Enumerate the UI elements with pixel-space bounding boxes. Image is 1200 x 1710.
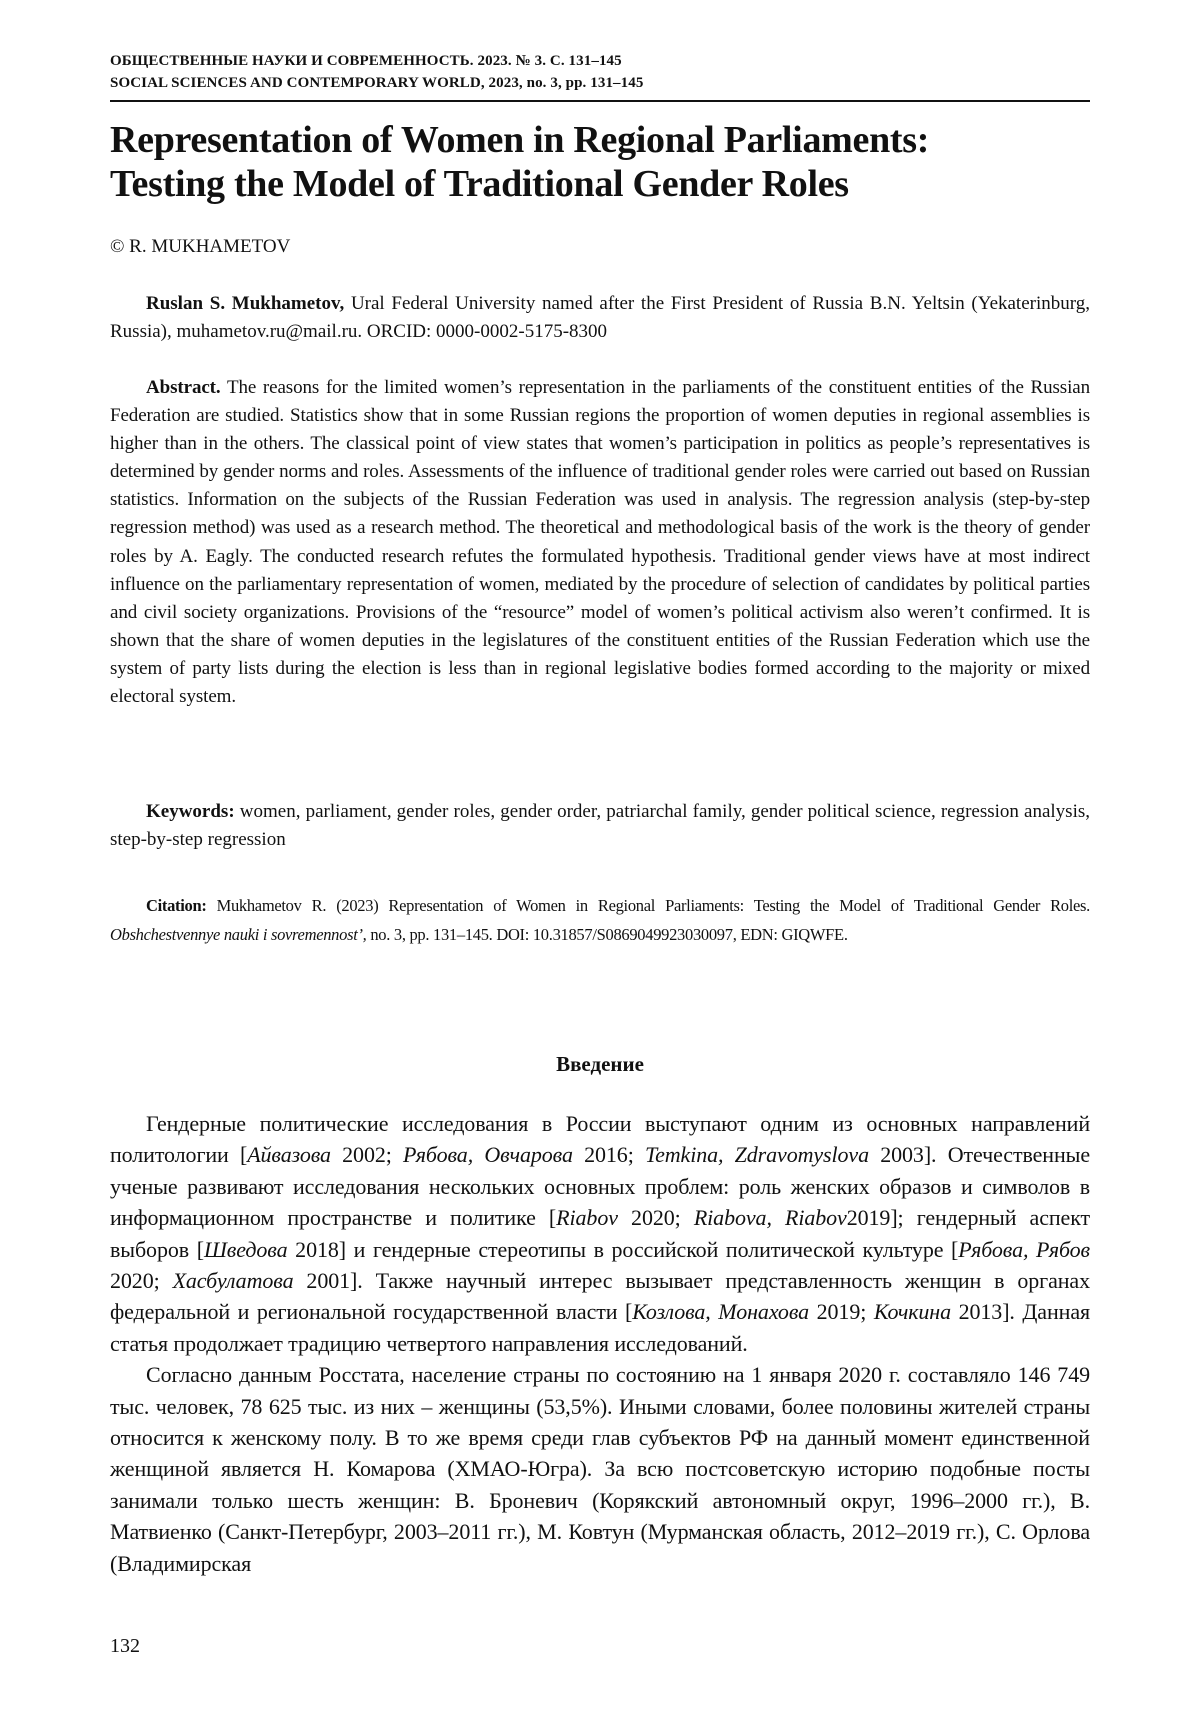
- journal-header: [110, 50, 1090, 94]
- author-affiliation: [110, 290, 1090, 346]
- keywords-label: Keywords:: [146, 801, 235, 822]
- body-text: [110, 1108, 1090, 1579]
- citation-label: Citation:: [146, 896, 207, 915]
- citation-journal: Obshchestvennye nauki i sovremennost’,: [110, 925, 367, 944]
- citation-ref: Козлова, Монахова: [632, 1299, 810, 1325]
- title-line-1: Representation of Women in Regional Parliaments:: [110, 119, 930, 161]
- author-copyright: © R. MUKHAMETOV: [110, 236, 291, 257]
- body-paragraph-2: Согласно данным Росстата, население страны по состоянию на 1 января 2020 г. составляло 146 749 тыс. человек, 78 625 тыс. из них – женщины (53,5%). Иными словами, более половины жителей страны относится к женскому полу. В то же время среди глав субъектов РФ на данный момент единственной женщиной является Н. Комарова (ХМАО-Югра). За всю постсоветскую историю подобные посты занимали только шесть женщин: В. Броневич (Корякский автономный округ, 1996–2000 гг.), В. Матвиенко (Санкт-Петербург, 2003–2011 гг.), М. Ковтун (Мурманская область, 2012–2019 гг.), С. Орлова (Владимирская: [110, 1362, 1090, 1576]
- keywords: [110, 798, 1090, 854]
- citation-ref: Айвазова: [247, 1142, 331, 1168]
- body-paragraph-1: Гендерные политические исследования в России выступают одним из основных направлений политологии [Айвазова 2002; Рябова, Овчарова 2016; Temkina, Zdravomyslova 2003]. Отечественные ученые развивают исследования нескольких основных проблем: роль женских образов и символов в информационном пространстве и политике [Riabov 2020; Riabova, Riabov2019]; гендерный аспект выборов [Шведова 2018] и гендерные стереотипы в российской политической культуре [Рябова, Рябов 2020; Хасбулатова 2001]. Также научный интерес вызывает представленность женщин в органах федеральной и региональной государственной власти [Козлова, Монахова 2019; Кочкина 2013]. Данная статья продолжает традицию четвертого направления исследований.: [110, 1111, 1091, 1356]
- section-heading: Введение: [556, 1052, 644, 1076]
- abstract-label: Abstract.: [146, 377, 221, 398]
- citation-ref: Riabov: [556, 1205, 618, 1231]
- title-line-2: Testing the Model of Traditional Gender Roles: [110, 163, 849, 205]
- journal-header-ru: ОБЩЕСТВЕННЫЕ НАУКИ И СОВРЕМЕННОСТЬ. 2023. № 3. С. 131–145: [110, 53, 622, 69]
- citation-ref: Хасбулатова: [172, 1268, 294, 1294]
- affiliation-text: Ural Federal University named after the First President of Russia B.N. Yeltsin (Yekaterinburg, Russia), muhametov.ru@mail.ru. ORCID: 0000-0002-5175-8300: [110, 293, 1090, 342]
- citation-ref: Temkina, Zdravomyslova: [644, 1142, 869, 1168]
- citation-text: Mukhametov R. (2023) Representation of Women in Regional Parliaments: Testing the Model of Traditional Gender Roles.: [206, 896, 1090, 915]
- journal-header-en: SOCIAL SCIENCES AND CONTEMPORARY WORLD, 2023, no. 3, pp. 131–145: [110, 75, 644, 91]
- page-number: 132: [110, 1635, 140, 1657]
- citation: [110, 891, 1090, 949]
- citation-ref: Шведова: [203, 1236, 288, 1262]
- citation-ref: Рябова, Овчарова: [403, 1142, 573, 1168]
- citation-ref: Riabova, Riabov: [693, 1205, 847, 1231]
- keywords-text: women, parliament, gender roles, gender order, patriarchal family, gender political science, regression analysis, step-by-step regression: [110, 801, 1090, 850]
- citation-ref: Рябова, Рябов: [958, 1236, 1090, 1262]
- author-name: Ruslan S. Mukhametov,: [146, 293, 345, 314]
- header-rule: [110, 100, 1090, 102]
- article-title: [110, 118, 1100, 206]
- abstract-text: The reasons for the limited women’s representation in the parliaments of the constituent entities of the Russian Federation are studied. Statistics show that in some Russian regions the proportion of women deputies in regional assemblies is higher than in the others. The classical point of view states that women’s participation in politics as people’s representatives is determined by gender norms and roles. Assessments of the influence of traditional gender roles were carried out based on Russian statistics. Information on the subjects of the Russian Federation was used in analysis. The regression analysis (step-by-step regression method) was used as a research method. The theoretical and methodological basis of the work is the theory of gender roles by A. Eagly. The conducted research refutes the formulated hypothesis. Traditional gender views have at most indirect influence on the parliamentary representation of women, mediated by the procedure of selection of candidates by political parties and civil society organizations. Provisions of the “resource” model of women’s political activism also weren’t confirmed. It is shown that the share of women deputies in the legislatures of the constituent entities of the Russian Federation which use the system of party lists during the election is less than in regional legislative bodies formed according to the majority or mixed electoral system.: [110, 377, 1090, 708]
- citation-ref: Кочкина: [873, 1299, 952, 1325]
- abstract: [110, 374, 1090, 711]
- citation-details: no. 3, pp. 131–145. DOI: 10.31857/S0869049923030097, EDN: GIQWFE.: [366, 925, 848, 944]
